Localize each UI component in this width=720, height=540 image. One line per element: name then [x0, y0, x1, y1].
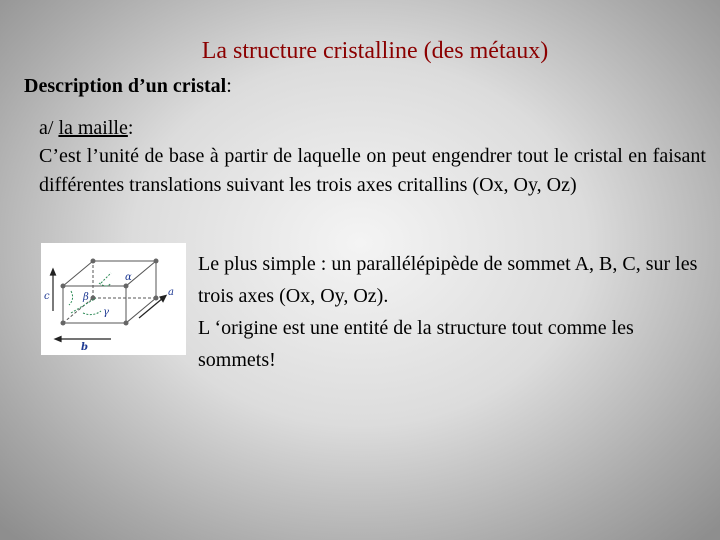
unit-cell-figure: [41, 243, 186, 355]
unit-cell-diagram: [41, 243, 186, 355]
label-gamma: γ: [103, 307, 109, 318]
subtitle-colon: :: [226, 75, 232, 97]
cell-edges: [63, 261, 156, 323]
definition-paragraph: C’est l’unité de base à partir de laquelle on peut engendrer tout le cristal en faisant différentes translations suivant les trois axes critallins (Ox, Oy, Oz): [39, 145, 706, 196]
subtitle: [24, 73, 232, 99]
slide-title: La structure cristalline (des métaux): [201, 38, 549, 64]
label-beta: β: [83, 292, 89, 303]
label-c: c: [44, 291, 50, 302]
side-text: [198, 248, 698, 376]
side-text-line2: L ‘origine est une entité de la structure tout comme les sommets!: [198, 317, 634, 371]
side-text-line1: Le plus simple : un parallélépipède de sommet A, B, C, sur les trois axes (Ox, Oy, Oz).: [198, 253, 698, 307]
section-underlined: la maille: [58, 117, 128, 139]
section-suffix: :: [127, 117, 134, 139]
section-prefix: a/: [39, 117, 59, 139]
subtitle-bold: Description d’un cristal: [24, 75, 227, 97]
cell-vertices: [61, 259, 159, 326]
axis-arrows: [51, 269, 167, 342]
label-b: b: [81, 342, 88, 353]
label-alpha: α: [125, 272, 132, 283]
section-label: [39, 114, 133, 142]
label-a: a: [168, 287, 174, 298]
